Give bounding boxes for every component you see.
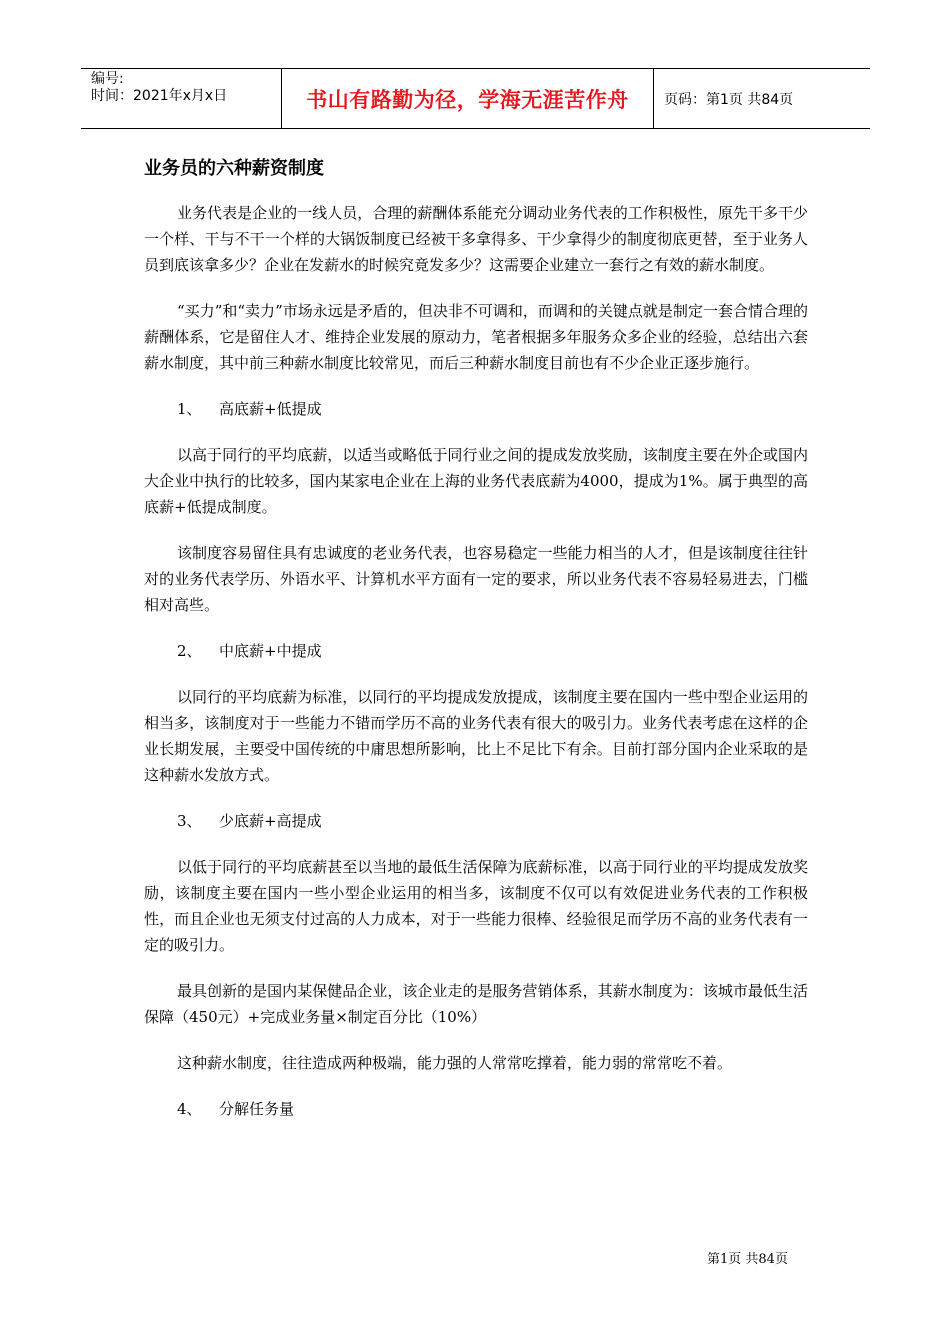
document-number-label: 编号: (91, 71, 124, 87)
section-title: 中底薪+中提成 (219, 642, 322, 660)
section-number: 2、 (177, 642, 202, 660)
section-heading-4 (144, 1096, 808, 1122)
paragraph: 以低于同行的平均底薪甚至以当地的最低生活保障为底薪标准，以高于同行业的平均提成发放奖励，该制度主要在国内一些小型企业运用的相当多，该制度不仅可以有效促进业务代表的工作积极性，而且企业也无须支付过高的人力成本，对于一些能力很棒、经验很足而学历不高的业务代表有一定的吸引力。 (144, 858, 808, 954)
section-number: 4、 (177, 1100, 202, 1118)
header-motto: 书山有路勤为径，学海无涯苦作舟 (282, 69, 654, 128)
paragraph: “买力”和“卖力”市场永远是矛盾的，但决非不可调和，而调和的关键点就是制定一套合情合理的薪酬体系，它是留住人才、维持企业发展的原动力，笔者根据多年服务众多企业的经验，总结出六套薪水制度，其中前三种薪水制度比较常见，而后三种薪水制度目前也有不少企业正逐步施行。 (144, 302, 808, 372)
section-title: 高底薪+低提成 (219, 400, 322, 418)
section-number: 3、 (177, 812, 202, 830)
section-title: 少底薪+高提成 (219, 812, 322, 830)
section-heading-1 (144, 396, 808, 422)
paragraph: 业务代表是企业的一线人员，合理的薪酬体系能充分调动业务代表的工作积极性，原先干多干少一个样、干与不干一个样的大锅饭制度已经被干多拿得多、干少拿得少的制度彻底更替，至于业务人员到底该拿多少？企业在发薪水的时候究竟发多少？这需要企业建立一套行之有效的薪水制度。 (144, 204, 808, 274)
paragraph: 最具创新的是国内某保健品企业，该企业走的是服务营销体系，其薪水制度为：该城市最低生活保障（450元）+完成业务量×制定百分比（10%） (144, 982, 808, 1026)
section-number: 1、 (177, 400, 202, 418)
section-heading-2 (144, 638, 808, 664)
paragraph: 该制度容易留住具有忠诚度的老业务代表，也容易稳定一些能力相当的人才，但是该制度往往针对的业务代表学历、外语水平、计算机水平方面有一定的要求，所以业务代表不容易轻易进去，门槛相对高些。 (144, 544, 808, 614)
section-heading-3 (144, 808, 808, 834)
header-meta (81, 69, 282, 128)
page-footer-number: 第1页 共84页 (707, 1252, 788, 1267)
paragraph: 以高于同行的平均底薪，以适当或略低于同行业之间的提成发放奖励，该制度主要在外企或国内大企业中执行的比较多，国内某家电企业在上海的业务代表底薪为4000，提成为1%。属于典型的高底薪+低提成制度。 (144, 446, 808, 516)
paragraph: 这种薪水制度，往往造成两种极端，能力强的人常常吃撑着，能力弱的常常吃不着。 (177, 1054, 733, 1072)
document-time: 时间：2021年x月x日 (91, 88, 228, 104)
page-header (81, 68, 870, 129)
header-page-number: 页码：第1页 共84页 (664, 91, 794, 108)
paragraph: 以同行的平均底薪为标准，以同行的平均提成发放提成，该制度主要在国内一些中型企业运用的相当多，该制度对于一些能力不错而学历不高的业务代表有很大的吸引力。业务代表考虑在这样的企业长期发展，主要受中国传统的中庸思想所影响，比上不足比下有余。目前打部分国内企业采取的是这种薪水发放方式。 (144, 688, 808, 784)
section-title: 分解任务量 (219, 1100, 295, 1118)
document-title: 业务员的六种薪资制度 (144, 158, 324, 179)
document-body (144, 150, 808, 1142)
